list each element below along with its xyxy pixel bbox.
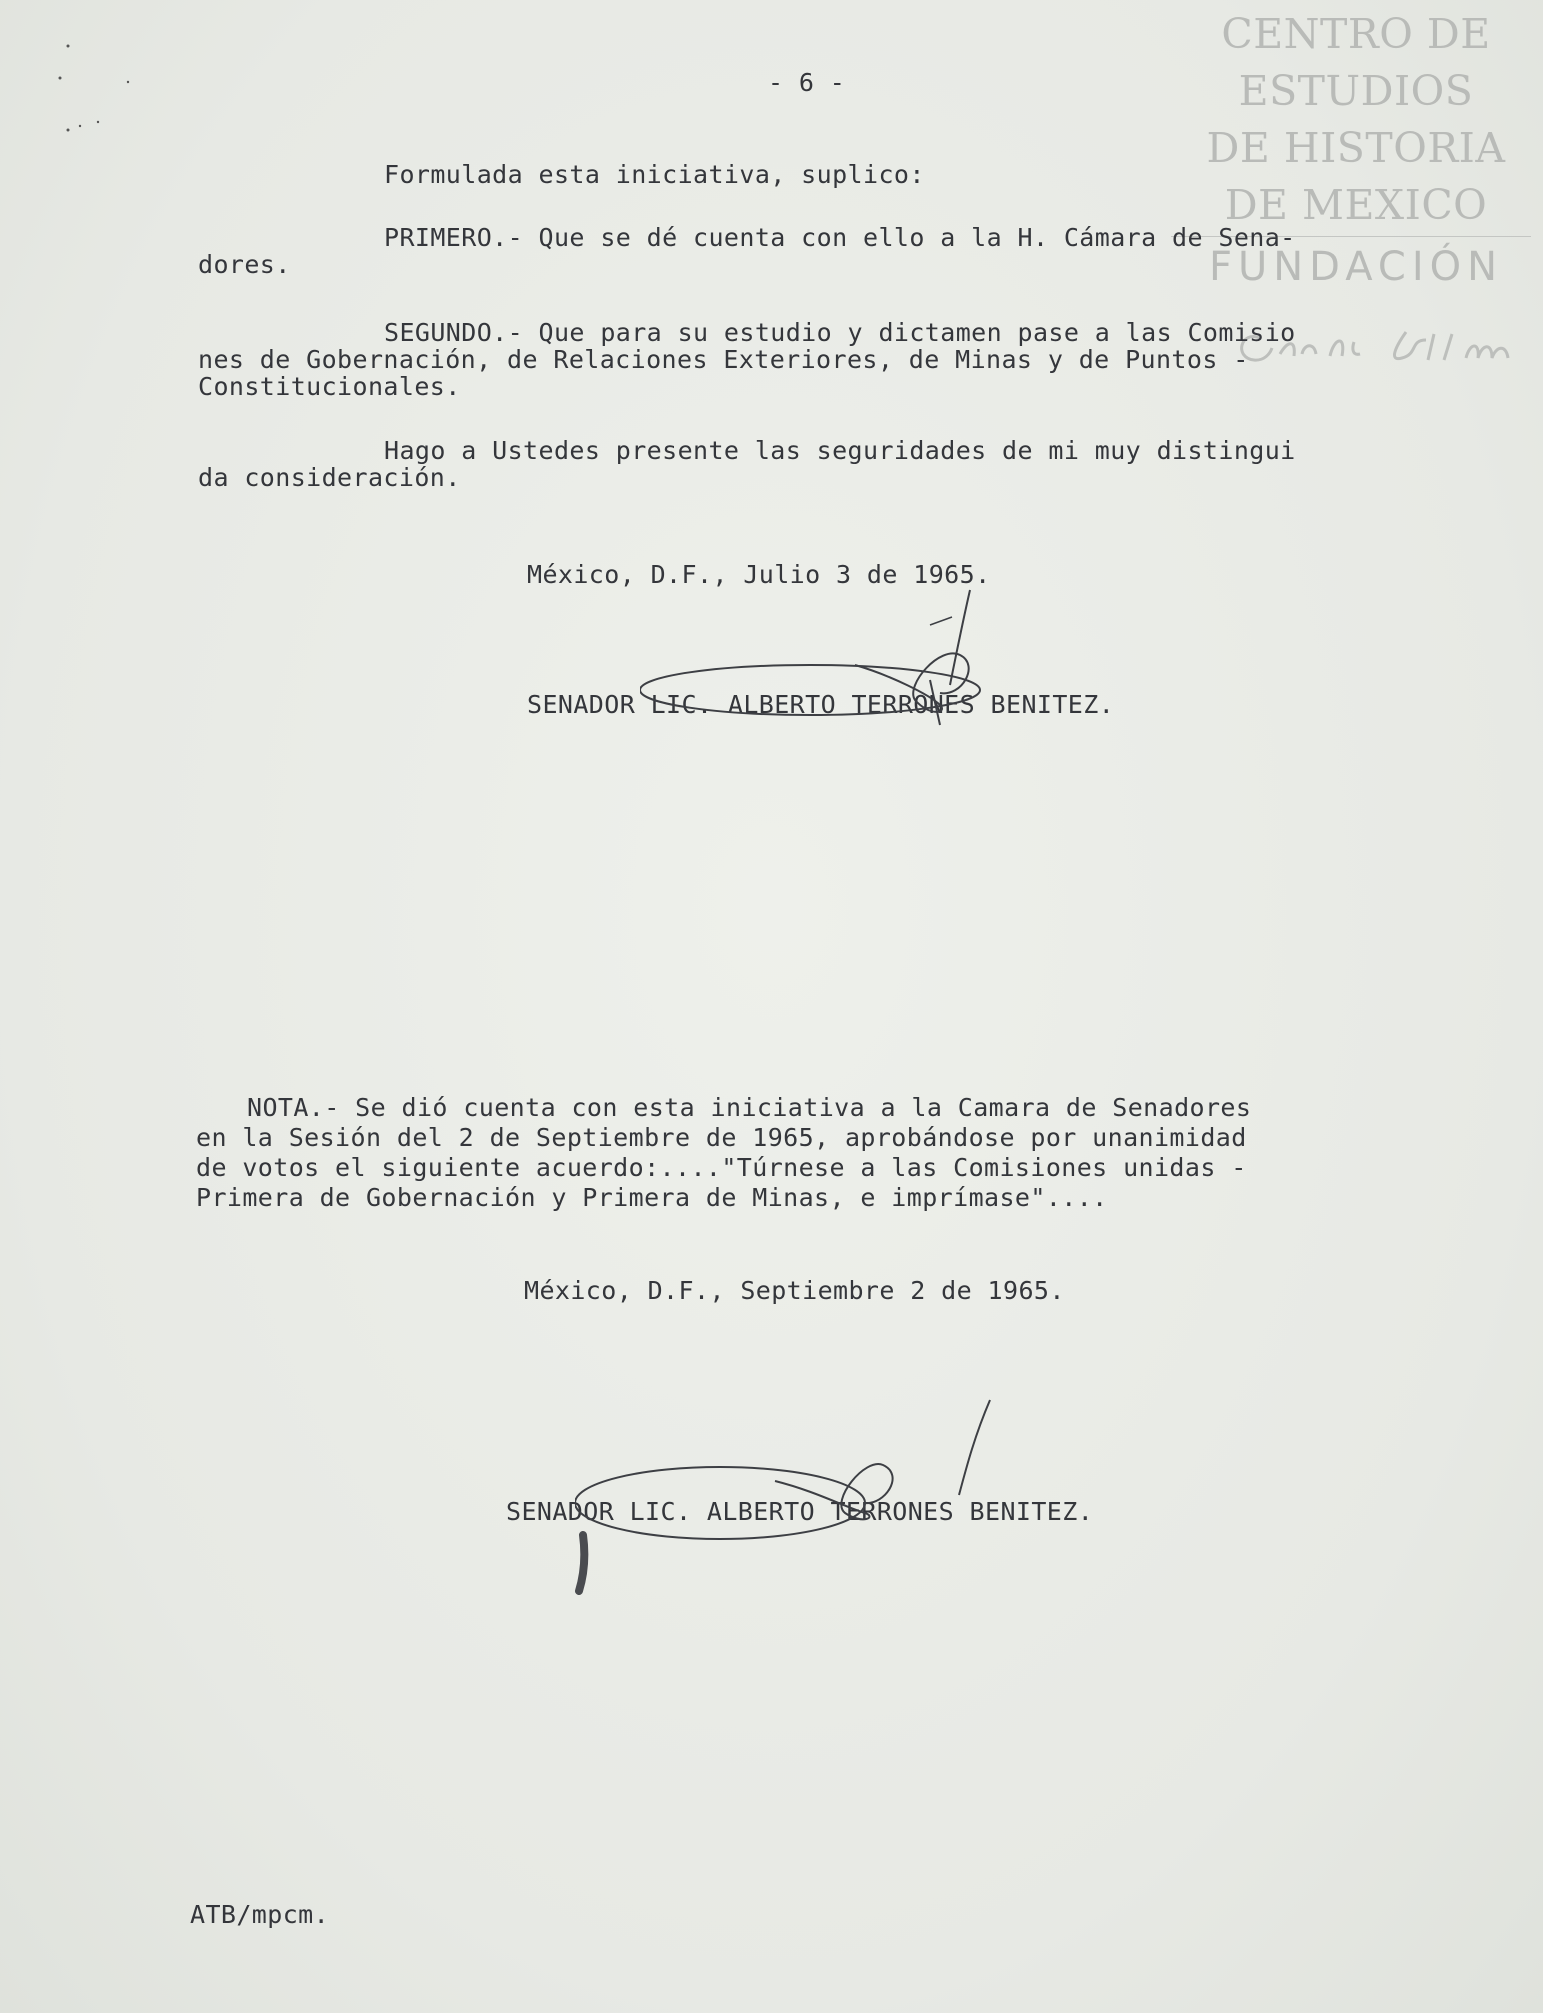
nota-line-4: Primera de Gobernación y Primera de Minas, e imprímase".... [196, 1183, 1108, 1212]
body-line-3: dores. [198, 250, 291, 279]
signer-line-2: SENADOR LIC. ALBERTO TERRONES BENITEZ. [506, 1497, 1094, 1526]
nota-line-2: en la Sesión del 2 de Septiembre de 1965, aprobándose por unanimidad [196, 1123, 1247, 1152]
body-line-6: Constitucionales. [198, 372, 461, 401]
body-line-1: Formulada esta iniciativa, suplico: [384, 160, 925, 189]
handwritten-signature-2 [575, 1395, 1015, 1595]
watermark-line-2: ESTUDIOS [1238, 67, 1474, 115]
body-line-8: da consideración. [198, 463, 461, 492]
body-line-5: nes de Gobernación, de Relaciones Exteriores, de Minas y de Puntos - [198, 345, 1249, 374]
typist-initials: ATB/mpcm. [190, 1900, 330, 1929]
watermark-line-3: DE HISTORIA [1206, 124, 1506, 172]
page-number: - 6 - [768, 68, 846, 97]
date-line-1: México, D.F., Julio 3 de 1965. [527, 560, 991, 589]
nota-line-3: de votos el siguiente acuerdo:...."Túrnese a las Comisiones unidas - [196, 1153, 1247, 1182]
watermark-line-5: FUNDACIÓN [1208, 244, 1504, 290]
nota-line-1: NOTA.- Se dió cuenta con esta iniciativa a la Camara de Senadores [247, 1093, 1252, 1122]
date-line-2: México, D.F., Septiembre 2 de 1965. [524, 1276, 1065, 1305]
body-line-4: SEGUNDO.- Que para su estudio y dictamen pase a las Comisio [384, 318, 1296, 347]
body-line-7: Hago a Ustedes presente las seguridades de mi muy distingui [384, 436, 1296, 465]
body-line-2: PRIMERO.- Que se dé cuenta con ello a la H. Cámara de Sena- [384, 223, 1296, 252]
margin-marks [50, 40, 130, 160]
watermark-line-4: DE MEXICO [1224, 181, 1488, 229]
signer-line-1: SENADOR LIC. ALBERTO TERRONES BENITEZ. [527, 690, 1115, 719]
watermark-line-1: CENTRO DE [1221, 10, 1491, 58]
